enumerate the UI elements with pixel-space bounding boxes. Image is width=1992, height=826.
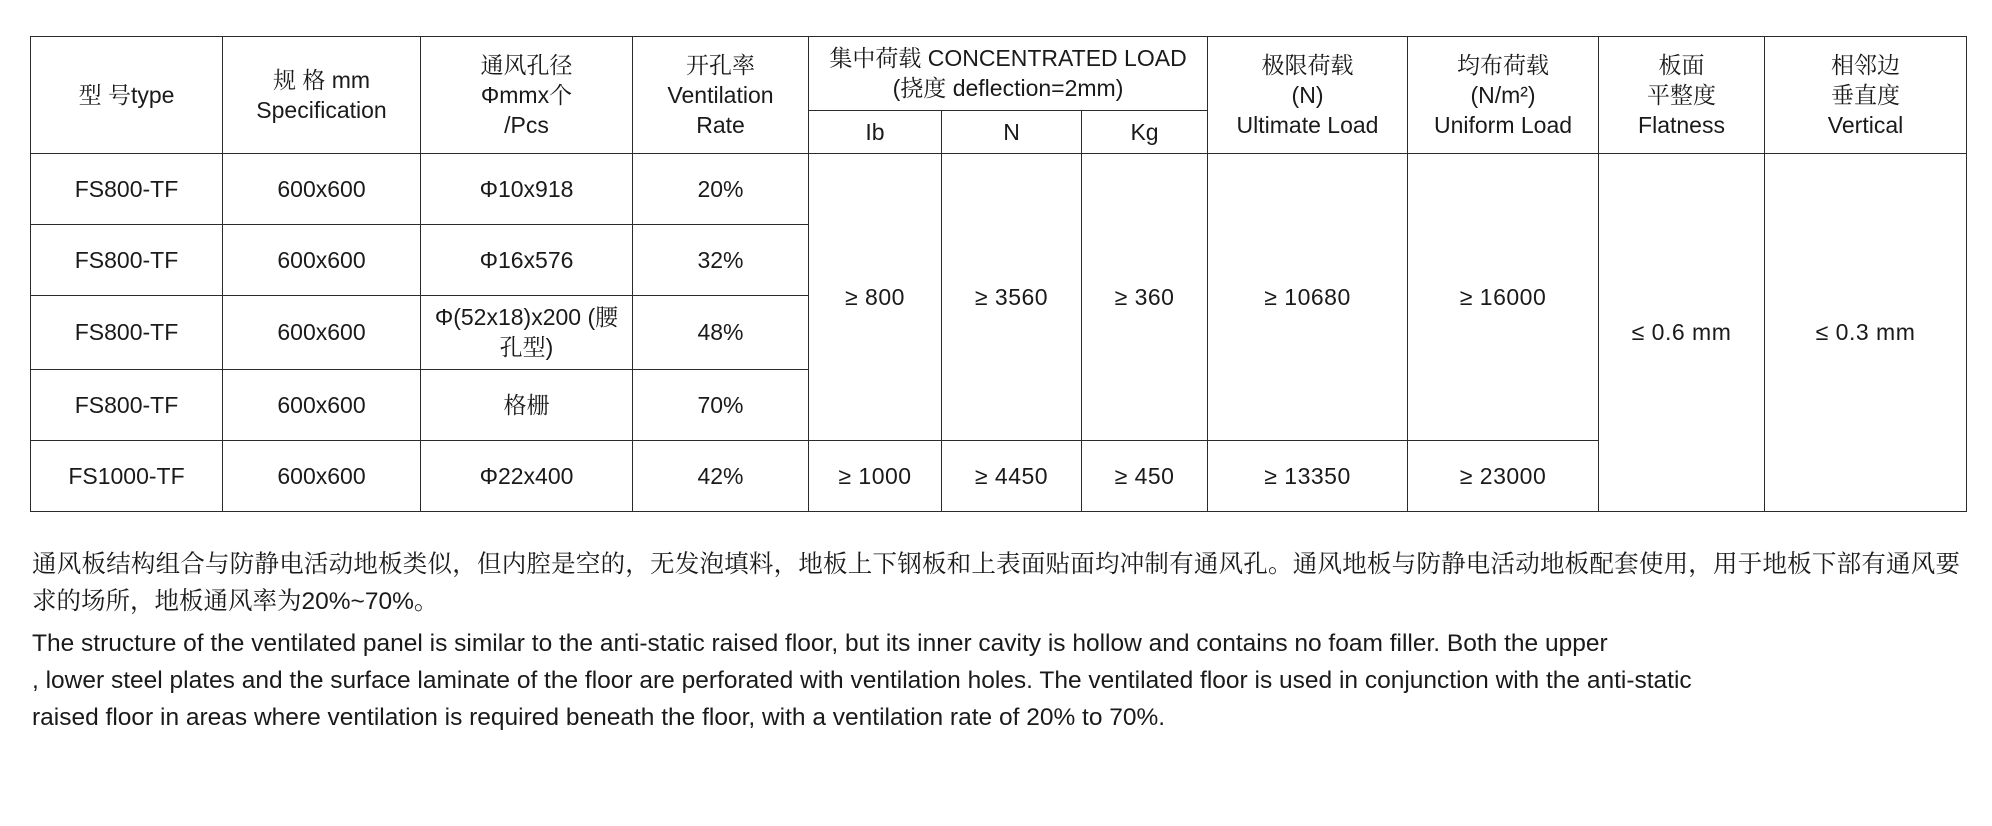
header-concentrated-ib: Ib [809,110,942,153]
vent-hole-note: (腰孔型) [499,304,619,361]
description-chinese: 通风板结构组合与防静电活动地板类似，但内腔是空的，无发泡填料，地板上下钢板和上表面贴面均冲制有通风孔。通风地板与防静电活动地板配套使用，用于地板下部有通风要求的场所，地板通风率为20%~70%。 [32,550,1960,616]
cell-ultimate-load: ≥ 10680 [1208,154,1408,441]
cell-vertical: ≤ 0.3 mm [1765,154,1967,512]
cell-type: FS1000-TF [31,440,223,511]
header-vertical: 相邻边 垂直度 Vertical [1765,37,1967,154]
cell-vent-hole: Φ10x918 [421,154,633,225]
cell-specification: 600x600 [223,225,421,296]
description-english-line-1: The structure of the ventilated panel is similar to the anti-static raised floor, but its inner cavity is hollow and contains no foam filler. Both the upper [32,630,1608,658]
cell-specification: 600x600 [223,440,421,511]
cell-vent-rate: 20% [633,154,809,225]
header-type: 型 号type [31,37,223,154]
cell-ultimate-load: ≥ 13350 [1208,440,1408,511]
cell-concentrated-n: ≥ 4450 [942,440,1082,511]
header-uniform-load: 均布荷载 (N/m²) Uniform Load [1408,37,1599,154]
header-concentrated-n: N [942,110,1082,153]
cell-concentrated-ib: ≥ 1000 [809,440,942,511]
table-header [31,37,1967,154]
table-header-row-1 [31,37,1967,111]
cell-type: FS800-TF [31,154,223,225]
description-block [28,546,1964,737]
description-english-line-3: raised floor in areas where ventilation is required beneath the floor, with a ventilation rate of 20% to 70%. [32,703,1166,731]
cell-vent-rate: 48% [633,296,809,370]
header-concentrated-load: 集中荷载 CONCENTRATED LOAD (挠度 deflection=2mm) [809,37,1208,111]
cell-type: FS800-TF [31,225,223,296]
cell-vent-hole: Φ22x400 [421,440,633,511]
header-specification: 规 格 mm Specification [223,37,421,154]
cell-uniform-load: ≥ 16000 [1408,154,1599,441]
table-body [31,154,1967,512]
cell-vent-hole [421,296,633,370]
cell-vent-rate: 32% [633,225,809,296]
cell-type: FS800-TF [31,296,223,370]
cell-type: FS800-TF [31,369,223,440]
cell-vent-rate: 70% [633,369,809,440]
cell-vent-hole: 格栅 [421,369,633,440]
vent-hole-main: Φ(52x18)x200 [434,304,582,331]
cell-specification: 600x600 [223,296,421,370]
header-concentrated-kg: Kg [1082,110,1208,153]
cell-vent-hole: Φ16x576 [421,225,633,296]
cell-uniform-load: ≥ 23000 [1408,440,1599,511]
cell-vent-rate: 42% [633,440,809,511]
table-row [31,154,1967,225]
cell-concentrated-n: ≥ 3560 [942,154,1082,441]
cell-flatness: ≤ 0.6 mm [1599,154,1765,512]
cell-concentrated-kg: ≥ 450 [1082,440,1208,511]
specification-table [30,36,1967,512]
description-english-line-2: , lower steel plates and the surface laminate of the floor are perforated with ventilation holes. The ventilated floor is used in conjunction with the anti-static [32,667,1692,695]
header-ultimate-load: 极限荷载 (N) Ultimate Load [1208,37,1408,154]
cell-specification: 600x600 [223,154,421,225]
cell-specification: 600x600 [223,369,421,440]
header-flatness: 板面 平整度 Flatness [1599,37,1765,154]
header-vent-rate: 开孔率 Ventilation Rate [633,37,809,154]
header-vent-hole: 通风孔径 Φmmx个 /Pcs [421,37,633,154]
cell-concentrated-ib: ≥ 800 [809,154,942,441]
cell-concentrated-kg: ≥ 360 [1082,154,1208,441]
